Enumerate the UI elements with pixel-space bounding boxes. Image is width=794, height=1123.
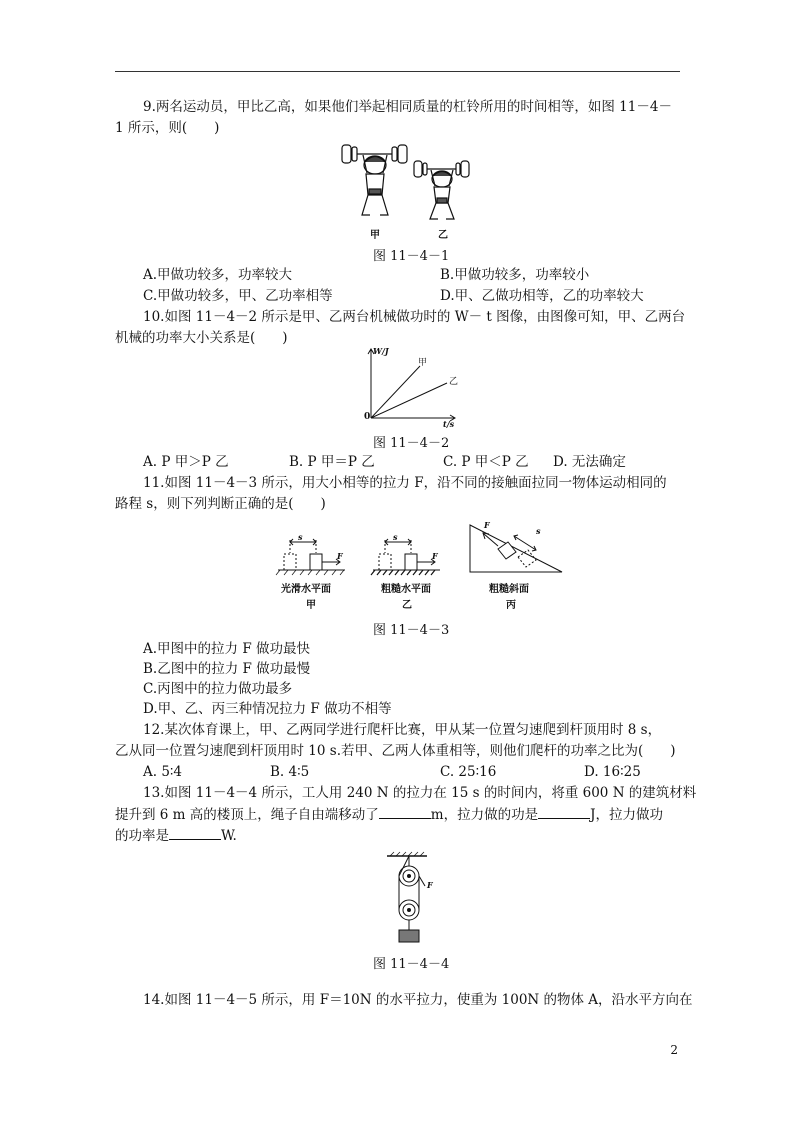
axis-origin-label: 0 <box>364 412 371 422</box>
q10-option-d: D. 无法确定 <box>553 454 626 470</box>
q10-stem-line2: 机械的功率大小关系是( ) <box>115 330 288 346</box>
fig1-s-label: s <box>298 532 303 542</box>
q11-option-c: C.丙图中的拉力做功最多 <box>143 681 293 697</box>
pulley-figure <box>385 852 435 944</box>
header-rule <box>115 71 680 72</box>
q13-line2-part-c: J，拉力做功 <box>590 807 663 823</box>
fig2-s-label: s <box>393 532 398 542</box>
q13-blank-work[interactable] <box>538 804 590 819</box>
fig3-surface-label: 粗糙斜面 <box>489 584 529 595</box>
q11-stem-line1: 11.如图 11－4－3 所示，用大小相等的拉力 F，沿不同的接触面拉同一物体运动相同的 <box>143 475 667 491</box>
q11-option-d: D.甲、乙、丙三种情况拉力 F 做功不相等 <box>143 701 392 717</box>
q13-line2-part-b: m，拉力做的功是 <box>430 807 539 823</box>
w-t-graph <box>365 348 460 428</box>
fig1-f-label: F <box>337 551 343 561</box>
q14-stem-line1: 14.如图 11－4－5 所示，用 F＝10N 的水平拉力，使重为 100N 的物体 A，沿水平方向在 <box>143 992 693 1008</box>
q9-label-jia: 甲 <box>370 230 380 241</box>
fig3-f-label: F <box>484 520 490 530</box>
fig2-surface-label: 粗糙水平面 <box>381 584 431 595</box>
q9-option-b: B.甲做功较多，功率较小 <box>440 267 590 283</box>
q9-figure-caption: 图 11－4－1 <box>373 249 450 264</box>
q10-figure-caption: 图 11－4－2 <box>373 436 450 451</box>
q11-option-b: B.乙图中的拉力 F 做功最慢 <box>143 661 311 677</box>
line-yi-label: 乙 <box>449 377 459 387</box>
axis-y-label: W/J <box>373 346 389 356</box>
line-yi <box>371 383 447 418</box>
q10-stem-line1: 10.如图 11－4－2 所示是甲、乙两台机械做功时的 W－ t 图像，由图像可知，甲、乙两台 <box>143 309 686 325</box>
q12-stem-line2: 乙从同一位置匀速爬到杆顶用时 10 s.若甲、乙两人体重相等，则他们爬杆的功率之比为( ) <box>115 743 676 759</box>
q12-option-b: B. 4∶5 <box>270 764 310 780</box>
q13-line3-part-b: W. <box>221 828 237 844</box>
page-number: 2 <box>670 1043 678 1057</box>
q9-stem-line1: 9.两名运动员，甲比乙高，如果他们举起相同质量的杠铃所用的时间相等，如图 11－4－ <box>143 99 672 115</box>
force-figures <box>270 520 565 580</box>
fig3-sub-label: 丙 <box>506 600 516 611</box>
q12-option-a: A. 5∶4 <box>143 764 183 780</box>
q9-option-d: D.甲、乙做功相等，乙的功率较大 <box>440 288 644 304</box>
fig1-sub-label: 甲 <box>306 600 316 611</box>
weightlifters-figure <box>340 143 470 223</box>
q12-option-d: D. 16∶25 <box>584 764 641 780</box>
q13-stem-line1: 13.如图 11－4－4 所示，工人用 240 N 的拉力在 15 s 的时间内，将重 600 N 的建筑材料 <box>143 785 697 801</box>
q11-stem-line2: 路程 s，则下列判断正确的是( ) <box>115 496 326 512</box>
q12-option-c: C. 25∶16 <box>440 764 497 780</box>
q10-option-b: B. P 甲＝P 乙 <box>289 454 375 470</box>
q11-option-a: A.甲图中的拉力 F 做功最快 <box>143 641 310 657</box>
pulley-f-label: F <box>427 880 433 890</box>
fig3-s-label: s <box>536 526 541 536</box>
q13-blank-distance[interactable] <box>379 804 431 819</box>
q13-blank-power[interactable] <box>169 825 221 840</box>
axis-x-label: t/s <box>443 419 455 429</box>
q9-option-a: A.甲做功较多，功率较大 <box>143 267 293 283</box>
line-jia <box>371 366 420 418</box>
fig2-f-label: F <box>432 551 438 561</box>
q13-figure-caption: 图 11－4－4 <box>373 957 450 972</box>
q12-stem-line1: 12.某次体育课上，甲、乙两同学进行爬杆比赛，甲从某一位置匀速爬到杆顶用时 8 s， <box>143 722 662 738</box>
fig2-sub-label: 乙 <box>402 600 412 611</box>
q13-line3-part-a: 的功率是 <box>115 828 169 844</box>
q10-option-c: C. P 甲＜P 乙 <box>443 454 529 470</box>
q9-stem-line2: 1 所示，则( ) <box>115 120 220 136</box>
q9-label-yi: 乙 <box>438 230 448 241</box>
line-jia-label: 甲 <box>418 358 428 368</box>
q13-stem-line2 <box>115 804 663 825</box>
q11-figure-caption: 图 11－4－3 <box>373 623 450 638</box>
fig1-surface-label: 光滑水平面 <box>281 584 331 595</box>
q9-option-c: C.甲做功较多，甲、乙功率相等 <box>143 288 333 304</box>
q10-option-a: A. P 甲＞P 乙 <box>143 454 229 470</box>
q13-stem-line3 <box>115 825 237 846</box>
q13-line2-part-a: 提升到 6 m 高的楼顶上，绳子自由端移动了 <box>115 807 379 823</box>
